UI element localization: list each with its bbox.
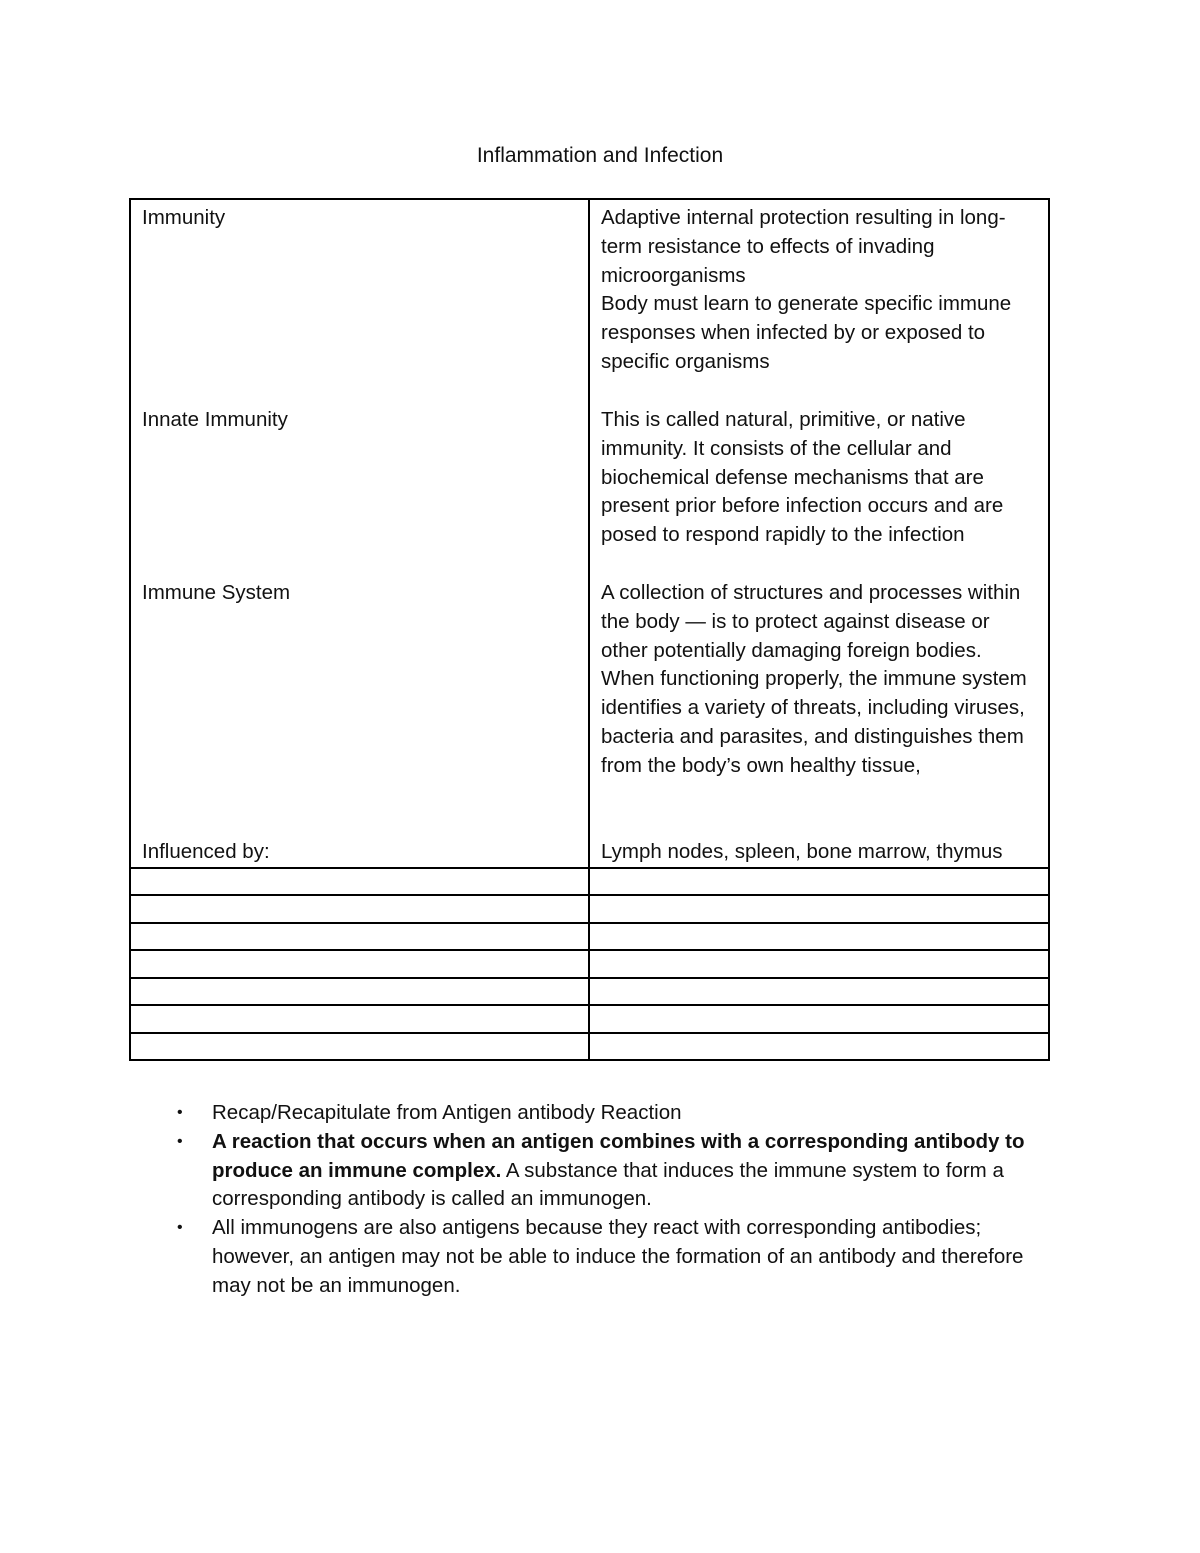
definitions-cell [589, 199, 1049, 868]
definition-immunity-line-1: Adaptive internal protection resulting in long-term resistance to effects of invading microorganisms [601, 206, 1006, 287]
empty-cell [589, 923, 1049, 951]
empty-cell [589, 1005, 1049, 1033]
bullet-bold-text: A reaction that occurs when an antigen combines with a corresponding antibody to produce an immune complex. [212, 1129, 1025, 1182]
empty-table-row [130, 868, 1049, 896]
empty-cell [130, 950, 589, 978]
empty-table-row [130, 1033, 1049, 1061]
bullet-marker: • [177, 1132, 183, 1150]
bullet-text: Recap/Recapitulate from Antigen antibody Reaction [212, 1101, 682, 1124]
definition-block [601, 204, 1040, 377]
term-block [142, 406, 580, 550]
empty-cell [130, 895, 589, 923]
bullet-list [171, 1099, 1051, 1301]
bullet-item [171, 1128, 1051, 1214]
empty-cell [589, 950, 1049, 978]
term-influenced-by: Influenced by: [142, 840, 270, 863]
empty-cell [130, 1033, 589, 1061]
empty-cell [589, 868, 1049, 896]
empty-table-row [130, 978, 1049, 1006]
empty-cell [130, 1005, 589, 1033]
empty-table-row [130, 923, 1049, 951]
term-immunity: Immunity [142, 206, 226, 229]
empty-table-row [130, 895, 1049, 923]
definition-innate-immunity: This is called natural, primitive, or native immunity. It consists of the cellular and biochemical defense mechanisms that are present prior before infection occurs and are posed to respond rapidly to the infection [601, 408, 1004, 547]
empty-cell [589, 895, 1049, 923]
definition-block [601, 406, 1040, 550]
bullet-marker: • [177, 1104, 183, 1121]
definition-block [601, 838, 1040, 867]
definition-influenced-by: Lymph nodes, spleen, bone marrow, thymus [601, 840, 1003, 863]
term-immune-system: Immune System [142, 581, 291, 604]
bullet-item [171, 1214, 1051, 1300]
definitions-table [129, 198, 1050, 1061]
page-title: Inflammation and Infection [476, 144, 724, 167]
term-innate-immunity: Innate Immunity [142, 408, 288, 431]
definition-block [601, 579, 1040, 809]
empty-cell [589, 1033, 1049, 1061]
definitions-row [130, 199, 1049, 868]
term-block [142, 579, 580, 809]
bullet-marker: • [177, 1219, 183, 1237]
empty-cell [130, 923, 589, 951]
bullet-text: A substance that induces the immune system to form a corresponding antibody is called an immunogen. [212, 1158, 1004, 1211]
empty-cell [130, 978, 589, 1006]
empty-cell [589, 978, 1049, 1006]
empty-cell [130, 868, 589, 896]
term-block [142, 204, 580, 377]
bullet-text: All immunogens are also antigens because they react with corresponding antibodies; however, an antigen may not be able to induce the formation of an antibody and therefore may not be an immunogen. [212, 1216, 1024, 1297]
definition-immune-system: A collection of structures and processes within the body — is to protect against disease or other potentially damaging foreign bodies. When functioning properly, the immune system identifies a variety of threats, including viruses, bacteria and parasites, and distinguishes them from the body’s own healthy tissue, [601, 581, 1027, 777]
empty-table-row [130, 1005, 1049, 1033]
bullet-item [171, 1099, 1051, 1128]
definition-immunity-line-2: Body must learn to generate specific immune responses when infected by or exposed to specific organisms [601, 292, 1012, 373]
terms-cell [130, 199, 589, 868]
empty-table-row [130, 950, 1049, 978]
term-block [142, 838, 580, 867]
